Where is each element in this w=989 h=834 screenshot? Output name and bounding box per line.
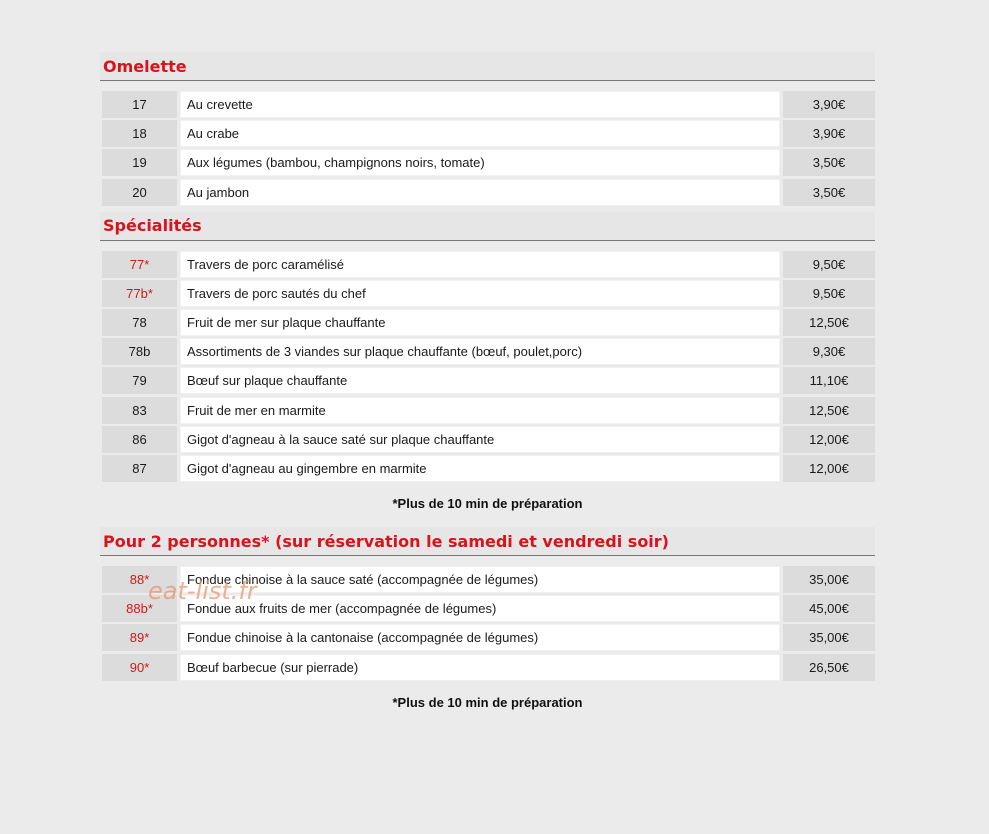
menu-list [100, 566, 875, 681]
menu-item [102, 595, 875, 622]
section-specialites [100, 212, 875, 522]
item-name: Fondue aux fruits de mer (accompagnée de légumes) [180, 595, 780, 622]
item-price: 12,00€ [783, 426, 875, 453]
menu-item [102, 338, 875, 365]
section-header [100, 212, 875, 241]
menu-item [102, 367, 875, 394]
item-name: Assortiments de 3 viandes sur plaque chauffante (bœuf, poulet,porc) [180, 338, 780, 365]
item-price: 12,00€ [783, 455, 875, 482]
item-name: Aux légumes (bambou, champignons noirs, tomate) [180, 149, 780, 176]
menu-item [102, 566, 875, 593]
section-omelette [100, 52, 875, 206]
menu [100, 52, 875, 726]
item-name: Gigot d'agneau au gingembre en marmite [180, 455, 780, 482]
section-title: Spécialités [103, 216, 202, 236]
item-number: 17 [102, 91, 177, 118]
item-name: Gigot d'agneau à la sauce saté sur plaque chauffante [180, 426, 780, 453]
item-price: 3,50€ [783, 149, 875, 176]
section-title: Omelette [103, 56, 187, 76]
item-name: Fruit de mer en marmite [180, 397, 780, 424]
menu-item [102, 654, 875, 681]
section-header [100, 52, 875, 81]
item-name: Travers de porc caramélisé [180, 251, 780, 278]
preparation-note: *Plus de 10 min de préparation [392, 496, 583, 512]
item-name: Fondue chinoise à la cantonaise (accompagnée de légumes) [180, 624, 780, 651]
item-price: 9,50€ [783, 251, 875, 278]
watermark: eat-list.fr [148, 577, 257, 605]
item-number: 20 [102, 179, 177, 206]
section-title: Pour 2 personnes* (sur réservation le samedi et vendredi soir) [103, 531, 669, 551]
item-name: Bœuf sur plaque chauffante [180, 367, 780, 394]
item-number: 83 [102, 397, 177, 424]
item-name: Au crevette [180, 91, 780, 118]
item-price: 35,00€ [783, 566, 875, 593]
item-number: 78 [102, 309, 177, 336]
item-name: Au crabe [180, 120, 780, 147]
item-price: 12,50€ [783, 309, 875, 336]
item-number: 87 [102, 455, 177, 482]
item-price: 11,10€ [783, 367, 875, 394]
section-header [100, 527, 875, 556]
item-price: 26,50€ [783, 654, 875, 681]
item-number: 88* [102, 566, 177, 593]
item-price: 3,90€ [783, 120, 875, 147]
item-number: 79 [102, 367, 177, 394]
menu-item [102, 120, 875, 147]
menu-list [100, 91, 875, 206]
item-number: 89* [102, 624, 177, 651]
item-number: 18 [102, 120, 177, 147]
item-price: 35,00€ [783, 624, 875, 651]
item-price: 45,00€ [783, 595, 875, 622]
menu-list [100, 251, 875, 482]
item-number: 19 [102, 149, 177, 176]
item-price: 12,50€ [783, 397, 875, 424]
item-price: 9,30€ [783, 338, 875, 365]
item-number: 77* [102, 251, 177, 278]
item-name: Fruit de mer sur plaque chauffante [180, 309, 780, 336]
menu-item [102, 251, 875, 278]
item-price: 9,50€ [783, 280, 875, 307]
preparation-note: *Plus de 10 min de préparation [392, 694, 583, 710]
item-number: 77b* [102, 280, 177, 307]
menu-item [102, 455, 875, 482]
item-name: Bœuf barbecue (sur pierrade) [180, 654, 780, 681]
item-number: 78b [102, 338, 177, 365]
item-name: Fondue chinoise à la sauce saté (accompagnée de légumes) [180, 566, 780, 593]
section-pour-2-personnes [100, 527, 875, 720]
menu-item [102, 149, 875, 176]
menu-item [102, 624, 875, 651]
menu-item [102, 309, 875, 336]
menu-item [102, 397, 875, 424]
item-number: 88b* [102, 595, 177, 622]
item-number: 90* [102, 654, 177, 681]
item-number: 86 [102, 426, 177, 453]
menu-item [102, 91, 875, 118]
item-price: 3,90€ [783, 91, 875, 118]
item-name: Au jambon [180, 179, 780, 206]
menu-item [102, 426, 875, 453]
item-price: 3,50€ [783, 179, 875, 206]
item-name: Travers de porc sautés du chef [180, 280, 780, 307]
menu-item [102, 179, 875, 206]
menu-item [102, 280, 875, 307]
